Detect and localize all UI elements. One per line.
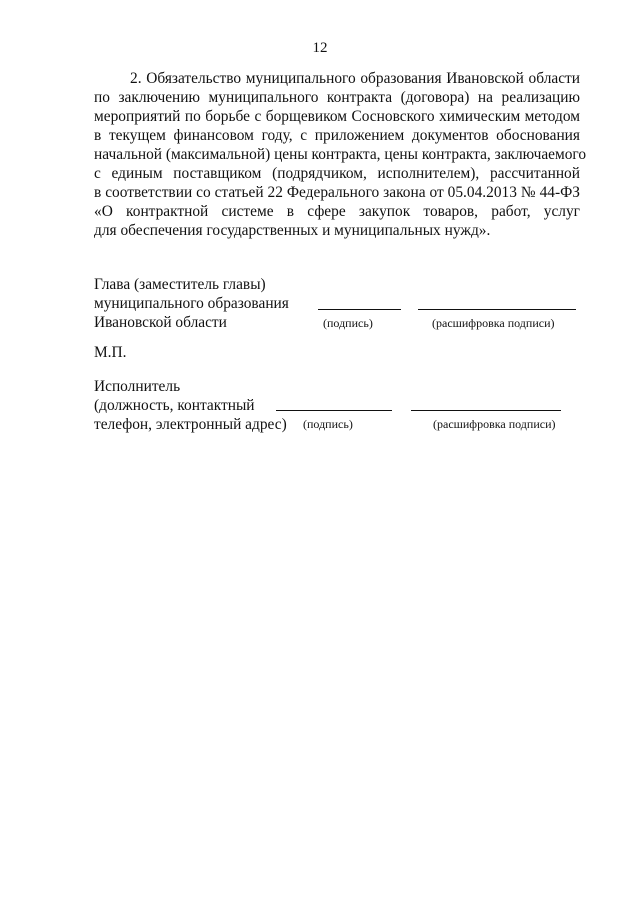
head-decoding-caption: (расшифровка подписи) bbox=[432, 316, 555, 330]
paragraph-line: по заключению муниципального контракта (договора) на реализацию bbox=[94, 89, 580, 106]
head-title-line: Ивановской области bbox=[94, 314, 227, 331]
paragraph-line: для обеспечения государственных и муниципальных нужд». bbox=[94, 222, 491, 239]
executor-title-line: Исполнитель bbox=[94, 378, 181, 395]
head-signature-caption: (подпись) bbox=[323, 316, 373, 330]
paragraph-line: 2. Обязательство муниципального образования Ивановской области bbox=[130, 70, 580, 87]
head-title-line: муниципального образования bbox=[94, 295, 289, 312]
paragraph-line: в соответствии со статьей 22 Федерального закона от 05.04.2013 № 44-ФЗ bbox=[94, 184, 580, 201]
paragraph-line: «О контрактной системе в сфере закупок товаров, работ, услуг bbox=[94, 203, 580, 220]
paragraph-line: с единым поставщиком (подрядчиком, исполнителем), рассчитанной bbox=[94, 165, 580, 182]
head-title-line: Глава (заместитель главы) bbox=[94, 276, 266, 293]
executor-signature-line bbox=[276, 410, 392, 411]
executor-title-line: телефон, электронный адрес) bbox=[94, 416, 287, 433]
paragraph-line: мероприятий по борьбе с борщевиком Сосновского химическим методом bbox=[94, 108, 580, 125]
paragraph-line: в текущем финансовом году, с приложением документов обоснования bbox=[94, 127, 580, 144]
stamp-label: М.П. bbox=[94, 344, 127, 361]
executor-signature-caption: (подпись) bbox=[303, 417, 353, 431]
executor-decoding-line bbox=[411, 410, 561, 411]
head-signature-line bbox=[318, 309, 401, 310]
executor-title-line: (должность, контактный bbox=[94, 397, 255, 414]
executor-decoding-caption: (расшифровка подписи) bbox=[433, 417, 556, 431]
paragraph-line: начальной (максимальной) цены контракта, цены контракта, заключаемого bbox=[94, 146, 587, 163]
page-number: 12 bbox=[312, 40, 328, 56]
head-decoding-line bbox=[418, 309, 576, 310]
